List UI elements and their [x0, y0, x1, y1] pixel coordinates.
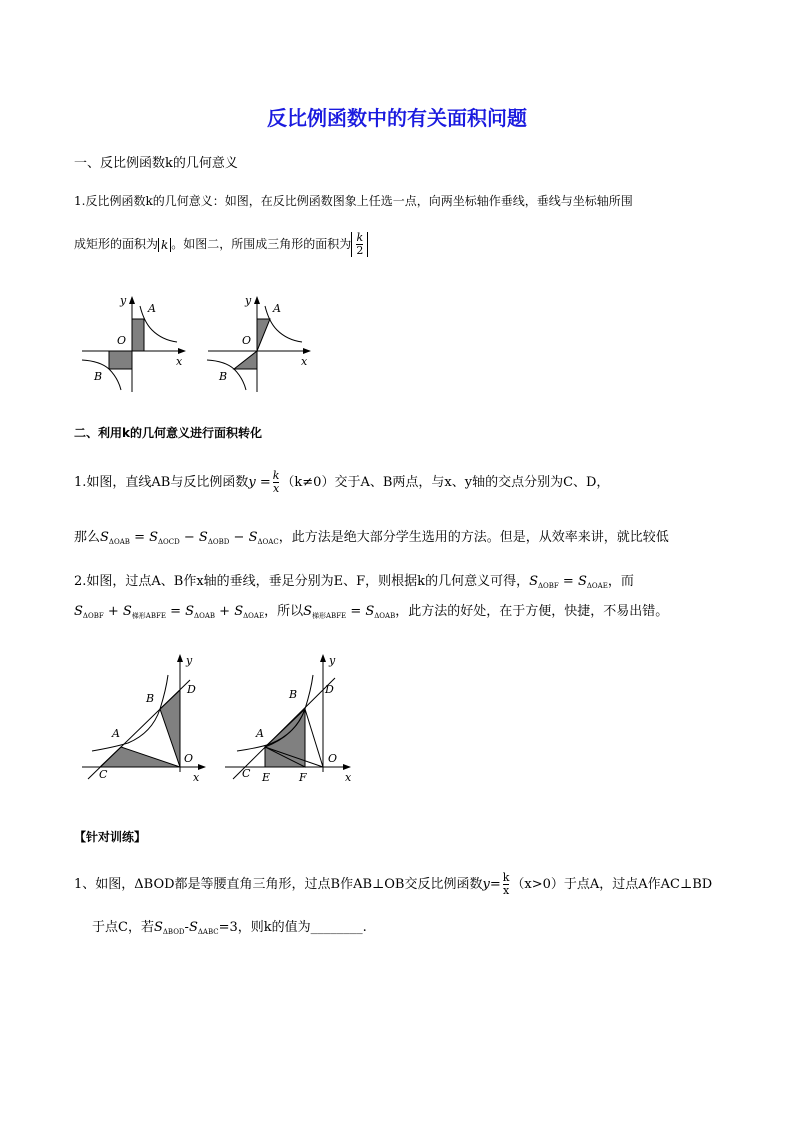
- label-O: O: [328, 752, 338, 765]
- label-x: x: [345, 771, 352, 784]
- text: ，而: [607, 574, 634, 589]
- s: S: [74, 604, 83, 619]
- text: （k≠0）交于A、B两点，与x、y轴的交点分别为C、D，: [281, 475, 610, 490]
- text: 1、如图，ΔBOD都是等腰直角三角形，过点B作AB⊥OB交反比例函数: [74, 877, 483, 892]
- s: = S: [170, 604, 195, 619]
- s: = S: [562, 574, 587, 589]
- section2-paragraph2: [74, 526, 669, 546]
- label-O: O: [184, 752, 194, 765]
- label-x: x: [176, 355, 183, 368]
- label-x: x: [301, 355, 308, 368]
- s: − S: [183, 530, 208, 545]
- sub: ΔOAE: [586, 582, 608, 590]
- text: 。如图二，所围成三角形的面积为: [171, 237, 352, 251]
- label-D: D: [325, 683, 334, 696]
- sub: 梯形ABFE: [312, 612, 347, 620]
- text: ，此方法是绝大部分学生选用的方法。但是，从效率来讲，就比较低: [278, 530, 669, 545]
- sub: ΔOAB: [108, 538, 130, 546]
- label-A: A: [148, 302, 156, 315]
- text: 于点C，若: [92, 920, 154, 935]
- s: S: [153, 920, 163, 935]
- den: x: [272, 482, 280, 495]
- den: 2: [356, 244, 364, 257]
- s: -S: [184, 920, 198, 935]
- training-heading: 【针对训练】: [74, 830, 147, 844]
- text: （x>0）于点A，过点A作AC⊥BD: [511, 877, 713, 892]
- section2-heading: 二、利用k的几何意义进行面积转化: [74, 426, 262, 440]
- sub: 梯形ABFE: [131, 612, 166, 620]
- label-O: O: [117, 334, 127, 347]
- text: ，此方法的好处，在于方便，快捷，不易出错。: [395, 604, 669, 619]
- page-title: 反比例函数中的有关面积问题: [267, 106, 527, 130]
- text: =3，则k的值为: [218, 920, 311, 935]
- sub: ΔOBD: [207, 538, 230, 546]
- s: − S: [233, 530, 258, 545]
- answer-blank[interactable]: ________: [310, 920, 363, 935]
- label-C: C: [99, 768, 108, 781]
- section2-paragraph3-line2: [74, 600, 668, 621]
- num: k: [502, 871, 510, 884]
- label-y: y: [186, 654, 193, 667]
- label-O: O: [242, 334, 252, 347]
- sub: ΔOBF: [82, 612, 104, 620]
- section1-heading: 一、反比例函数k的几何意义: [74, 156, 238, 171]
- s: S: [303, 604, 312, 619]
- s: + S: [107, 604, 132, 619]
- sub: ΔBOD: [162, 928, 185, 936]
- training-question1-line2: [92, 916, 367, 936]
- num: k: [356, 231, 364, 244]
- label-C: C: [242, 767, 251, 780]
- formula-y: y =: [248, 475, 271, 490]
- text: 1.如图，直线AB与反比例函数: [74, 475, 249, 490]
- section2-paragraph1: [74, 470, 609, 495]
- sub: ΔOAB: [194, 612, 216, 620]
- text: .: [362, 920, 367, 935]
- den: x: [502, 884, 510, 897]
- section2-paragraph3-line1: [74, 570, 634, 590]
- formula-y: y=: [482, 877, 501, 892]
- k: k: [161, 237, 169, 252]
- sub: ΔOBF: [537, 582, 559, 590]
- section1-paragraph-line1: 1.反比例函数k的几何意义：如图，在反比例函数图象上任选一点，向两坐标轴作垂线，垂线与坐标轴所围: [74, 194, 633, 208]
- text: ，所以: [264, 604, 304, 619]
- label-B: B: [289, 688, 298, 701]
- s: = S: [134, 530, 158, 545]
- s: S: [529, 574, 538, 589]
- sub: ΔABC: [197, 928, 219, 936]
- training-question1-line1: [74, 872, 712, 897]
- label-y: y: [245, 294, 252, 307]
- label-x: x: [193, 771, 200, 784]
- label-y: y: [329, 654, 336, 667]
- sub: ΔOAB: [374, 612, 396, 620]
- text: 成矩形的面积为: [74, 237, 159, 251]
- sub: ΔOCD: [158, 538, 180, 546]
- s: = S: [350, 604, 375, 619]
- label-B: B: [94, 370, 103, 383]
- label-A: A: [256, 727, 264, 740]
- label-F: F: [299, 771, 307, 784]
- label-D: D: [187, 683, 196, 696]
- label-B: B: [146, 692, 155, 705]
- label-B: B: [219, 370, 228, 383]
- s: + S: [219, 604, 244, 619]
- label-A: A: [273, 302, 281, 315]
- text: 2.如图，过点A、B作x轴的垂线，垂足分别为E、F，则根据k的几何意义可得，: [74, 574, 530, 589]
- sub: ΔOAC: [257, 538, 279, 546]
- text: 那么: [74, 530, 101, 545]
- sub: ΔOAE: [243, 612, 265, 620]
- label-y: y: [120, 294, 127, 307]
- label-A: A: [112, 727, 120, 740]
- s: S: [100, 530, 109, 545]
- label-E: E: [262, 771, 271, 784]
- num: k: [272, 469, 280, 482]
